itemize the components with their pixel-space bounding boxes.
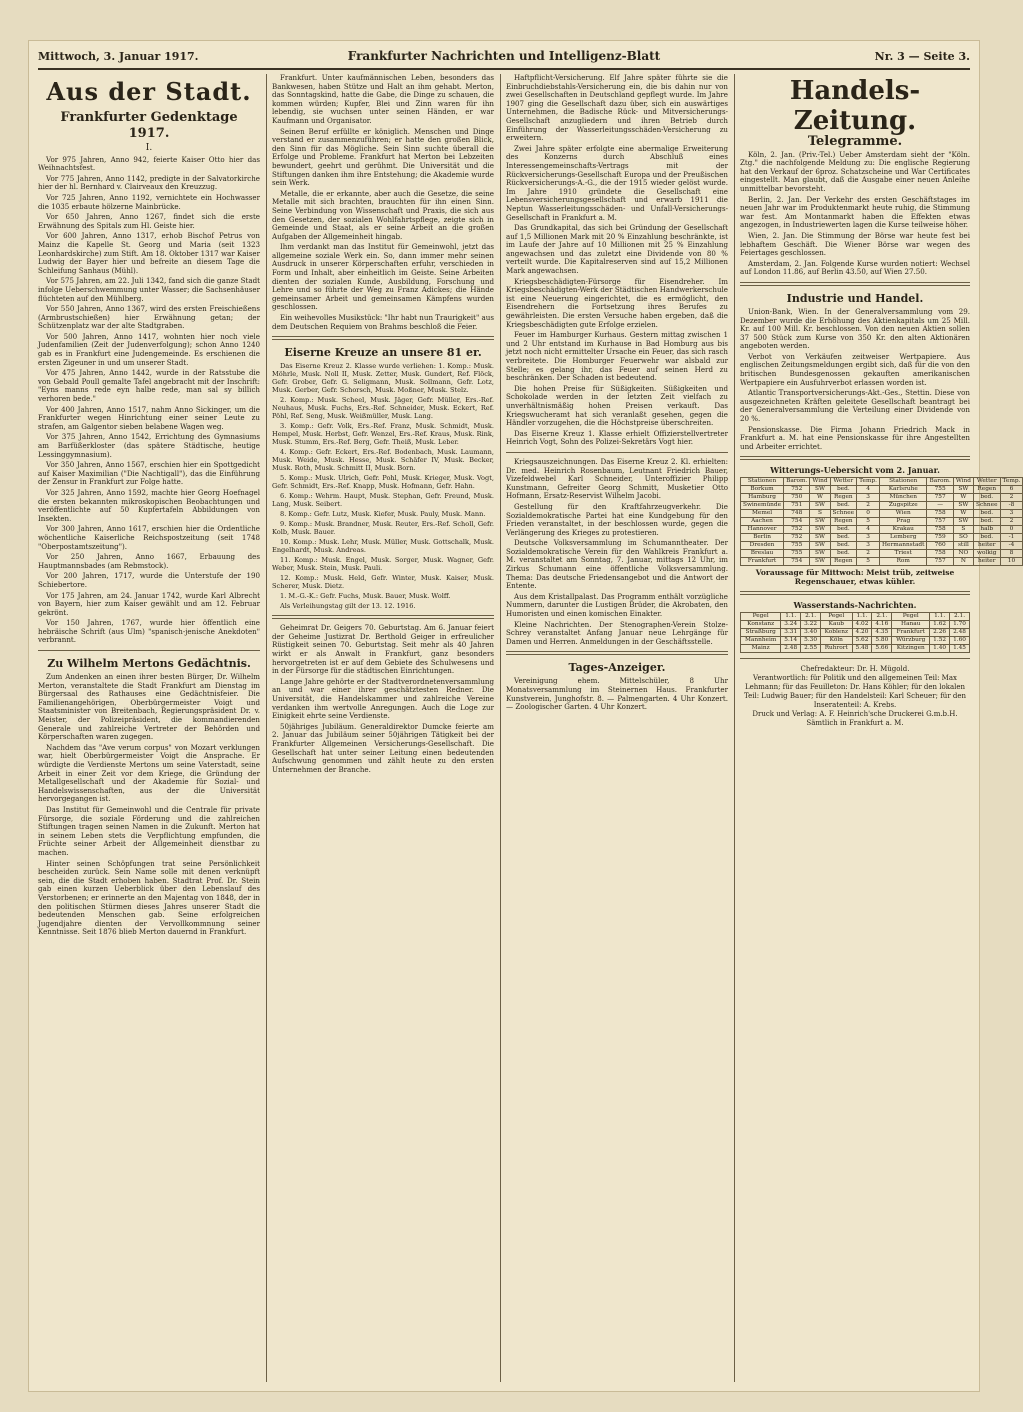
daily-listings-text: Vereinigung ehem. Mittelschüler, 8 Uhr Monatsversammlung im Steinernen Haus. Frankfurter Kunstverein, Junghofstr. 8. — Palmengarten. 4 Uhr Konzert. — Zoologischer Garten. 4 Uhr Konzert. — [506, 676, 728, 712]
iron-cross-heading: Eiserne Kreuze an unsere 81 er. — [284, 346, 482, 360]
table-cell: Schnee — [973, 502, 1000, 510]
table-cell: Lemberg — [880, 534, 927, 542]
table-cell: -8 — [1000, 502, 1023, 510]
table-cell: Wien — [880, 510, 927, 518]
table-cell: 748 — [784, 510, 810, 518]
table-cell: 2.48 — [781, 644, 801, 652]
paragraph: Deutsche Volksversammlung im Schumanntheater. Der Sozialdemokratische Verein für den Wahlkreis Frankfurt a. M. veranstaltet am Sonntag, 7. Januar, mittags 12 Uhr, im Zirkus Schumann eine öffentliche Volksversammlung. Thema: Das deutsche Friedensangebot und die Antwort der Entente. — [506, 538, 728, 591]
table-row — [741, 494, 1023, 502]
paragraph: Kleine Nachrichten. Der Stenographen-Verein Stolze-Schrey veranstaltet Anfang Januar neue Lehrgänge für Damen und Herren. Anmeldungen in der Geschäftsstelle. — [506, 619, 728, 646]
divider — [272, 336, 494, 340]
table-cell: SW — [810, 558, 830, 566]
paragraph: 9. Komp.: Musk. Brandner, Musk. Reuter, Ers.-Ref. Scholl, Gefr. Kolb, Musk. Bauer. — [272, 520, 494, 537]
table-cell: 3.24 — [781, 620, 801, 628]
paragraph: Vor 575 Jahren, am 22. Juli 1342, fand sich die ganze Stadt infolge Ueberschwemmung unter Wasser; die Sachsenhäuser flüchteten auf den Mühlberg. — [38, 276, 260, 303]
table-cell: 4.16 — [872, 620, 892, 628]
paragraph: Union-Bank, Wien. In der Generalversammlung vom 29. Dezember wurde die Erhöhung des Aktienkapitals um 25 Mill. Kr. auf 100 Mill. Kr. beschlossen. Von den neuen Aktien sollen 37 500 Stück zum Kurse von 350 Kr. den alten Aktionären angeboten werden. — [740, 306, 970, 351]
table-cell: Regen — [830, 518, 857, 526]
table-cell: bed. — [830, 486, 857, 494]
table-cell: Breslau — [741, 550, 784, 558]
memorial-days-text — [38, 156, 260, 645]
paragraph: Vor 500 Jahren, Anno 1417, wohnten hier noch viele Judenfamilien (Zeit der Judenverfolgung); schon Anno 1240 gab es in Frankfurt eine Judengemeinde. Es erschienen die ersten Zigeuner in und um unserer Stadt. — [38, 331, 260, 367]
table-cell: W — [953, 494, 973, 502]
table-cell: Memel — [741, 510, 784, 518]
table-cell: bed. — [830, 534, 857, 542]
table-cell: 4.02 — [852, 620, 872, 628]
table-cell: Hamburg — [741, 494, 784, 502]
divider — [740, 591, 970, 595]
column-header: Temp. — [1000, 478, 1023, 486]
column-header: Wetter — [973, 478, 1000, 486]
table-cell: 1.70 — [950, 620, 970, 628]
table-row — [741, 542, 1023, 550]
paragraph: Kriegsauszeichnungen. Das Eiserne Kreuz 2. Kl. erhielten: Dr. med. Heinrich Rosenbaum, Leutnant Friedrich Bauer, Vizefeldwebel Karl Schneider, Unteroffizier Philipp Kunstmann, Gefreiter Georg Schmitt, Musketier Otto Hofmann, Ersatz-Reservist Wilhelm Jacobi. — [506, 456, 728, 501]
table-cell: Ruhrort — [821, 644, 853, 652]
table-cell: Borkum — [741, 486, 784, 494]
paragraph: Haftpflicht-Versicherung. Elf Jahre später führte sie die Einbruchdiebstahls-Versicherung ein, die bis dahin nur von zwei Gesellschaften in Deutschland gepflegt wurde. Im Jahre 1907 ging die Gesellschaft dazu über, sich ein auswärtiges Unternehmen, die Badische Rück- und Mitversicherungs-Gesellschaft anzugliedern und ihren Betrieb durch Einführung der Wasserleitungsschäden-Versicherung zu erweitern. — [506, 73, 728, 143]
column-header: 2.1. — [801, 612, 821, 620]
paragraph: 6. Komp.: Wehrm. Haupt, Musk. Stephan, Gefr. Freund, Musk. Lang, Musk. Seibert. — [272, 492, 494, 509]
table-cell: 751 — [784, 502, 810, 510]
paragraph: 12. Komp.: Musk. Held, Gefr. Winter, Musk. Kaiser, Musk. Scherer, Musk. Dietz. — [272, 574, 494, 591]
column-header: Stationen — [880, 478, 927, 486]
column-header: Pegel — [741, 612, 781, 620]
issue-date: Mittwoch, 3. Januar 1917. — [38, 50, 199, 63]
table-cell: 3 — [857, 534, 880, 542]
table-cell: halb — [973, 526, 1000, 534]
water-levels-heading: Wasserstands-Nachrichten. — [793, 600, 917, 611]
table-row — [741, 558, 1023, 566]
table-cell: SW — [810, 542, 830, 550]
table-cell: S — [810, 510, 830, 518]
table-cell: 5 — [857, 518, 880, 526]
paragraph: Metalle, die er erkannte, aber auch die Gesetze, die seine Metalle mit sich brachten, brauchten für ihn einen Sinn. Seine Verbindung von Wissenschaft und Praxis, die sich aus den Gesetzen, der sozialen Wohlfahrtspflege, zeigte sich in Gemeinde und Staat, als er seine Arbeit an die großen Aufgaben der Allgemeinheit hingab. — [272, 188, 494, 241]
table-cell: 752 — [784, 526, 810, 534]
paragraph: Als Verleihungstag gilt der 13. 12. 1916. — [280, 602, 416, 611]
table-cell: bed. — [830, 502, 857, 510]
newspaper-page — [28, 40, 1021, 1392]
table-cell: SW — [953, 518, 973, 526]
table-cell: 1.40 — [930, 644, 950, 652]
column-4 — [740, 74, 1021, 1382]
paragraph: Seinen Beruf erfüllte er königlich. Menschen und Dinge verstand er zusammenzuführen; er hatte den großen Blick, den Sinn für das Mögliche. Sein Sinn suchte überall die Erfolge und Probleme. Frankfurt hat Merton bei Lebzeiten bewundert, geehrt und gerühmt. Die Universität und die Stiftungen danken ihm ihre Entstehung; die Akademie wurde sein Werk. — [272, 126, 494, 188]
table-cell: wolkig — [973, 550, 1000, 558]
table-row — [741, 620, 970, 628]
table-cell: Frankfurt — [892, 628, 930, 636]
table-cell: Triest — [880, 550, 927, 558]
weather-forecast: Voraussage für Mittwoch: Meist trüb, zeitweise Regenschauer, etwas kühler. — [755, 568, 955, 586]
table-cell: Kitzingen — [892, 644, 930, 652]
table-cell: 4 — [857, 526, 880, 534]
divider — [506, 651, 728, 655]
table-row — [741, 526, 1023, 534]
table-cell: 0 — [857, 510, 880, 518]
table-cell: 3 — [857, 542, 880, 550]
paragraph: Das Eiserne Kreuz 2. Klasse wurde verliehen: 1. Komp.: Musk. Möhrle, Musk. Noll II, Musk. Zetter, Musk. Gundert, Ref. Flöck, Gefr. Grober, Gefr. G. Seligmann, Musk. Sollmann, Gefr. Lotz, Musk. Gerber, Gefr. Schorsch, Musk. Moßner, Musk. Stelz. — [272, 362, 494, 395]
paragraph: Vor 975 Jahren, Anno 942, feierte Kaiser Otto hier das Weihnachtsfest. — [38, 154, 260, 173]
column-header: 1.1. — [852, 612, 872, 620]
table-cell: SW — [953, 502, 973, 510]
table-cell: 5.66 — [872, 644, 892, 652]
paragraph: Kriegsbeschädigten-Fürsorge für Eisendreher. Im Kriegsbeschädigten-Werk der Städtischen Handwerkerschule ist eine Neuerung eingerichtet, die es ermöglicht, den Eisendrehern die Fortsetzung ihres Berufes zu gewährleisten. Die ersten Versuche haben ergeben, daß die Kriegsbeschädigten gute Erfolge erzielen. — [506, 276, 728, 329]
table-cell: -1 — [1000, 534, 1023, 542]
table-cell: 5.14 — [781, 636, 801, 644]
table-cell: 2 — [857, 550, 880, 558]
paragraph: Vor 375 Jahren, Anno 1542, Errichtung des Gymnasiums am Barfüßerkloster (das spätere Städtische, heutige Lessinggymnasium). — [38, 432, 260, 459]
table-cell: 1.45 — [950, 644, 970, 652]
table-cell: Zugspitze — [880, 502, 927, 510]
masthead: Frankfurter Nachrichten und Intelligenz-Blatt — [347, 49, 661, 63]
imprint-line: Druck und Verlag: A. F. Heinrich'sche Druckerei G.m.b.H. — [752, 709, 958, 718]
paragraph: Hinter seinen Schöpfungen trat seine Persönlichkeit bescheiden zurück. Sein Name solle mit denen verknüpft sein, die die Stadt erhoben haben. Stadtrat Prof. Dr. Stein gab einen kurzen Ueberblick über den Lebenslauf des Verstorbenen; er erinnerte an den Majentag von 1848, der in den politischen Stürmen dieses Jahres unserer Stadt die bedeutenden Menschen gab. Seine erfolgreichen Jugendjahre dienten der Vervollkommnung seiner Kenntnisse. Seit 1876 blieb Merton dauernd in Frankfurt. — [38, 858, 260, 937]
table-cell: 10 — [1000, 558, 1023, 566]
paragraph: Verbot von Verkäufen zeitweiser Wertpapiere. Aus englischen Zeitungsmeldungen ergibt sich, daß für die von den britischen Bundesgenossen gekauften amerikanischen Wertpapiere ein Ausfuhrverbot erlassen worden ist. — [740, 351, 970, 387]
table-cell: Swinemünde — [741, 502, 784, 510]
table-cell: 3 — [857, 494, 880, 502]
table-cell: Straßburg — [741, 628, 781, 636]
section-title-city: Aus der Stadt. — [46, 77, 252, 106]
table-cell: bed. — [973, 494, 1000, 502]
merton-article-continued — [272, 74, 494, 331]
table-row — [741, 534, 1023, 542]
table-cell: Mannheim — [741, 636, 781, 644]
table-cell: SW — [810, 550, 830, 558]
table-cell: 757 — [927, 494, 953, 502]
table-cell: 3.40 — [801, 628, 821, 636]
table-cell: 3.22 — [801, 620, 821, 628]
paragraph: Ihm verdankt man das Institut für Gemeinwohl, jetzt das allgemeine soziale Werk ein. So, dann immer mehr seinen Ausdruck in unserer Körperschaften erfuhr, verschieden in Form und Inhalt, aber einheitlich im Geiste. Seine Arbeiten dienten der sozialen Kunde, Ausbildung, Forschung und Lehre und so führte der Weg zu Franz Adickes; die Hände gemeinsamer Arbeit und gemeinsamen Kämpfens wurden geschlossen. — [272, 242, 494, 312]
paragraph: Das Eiserne Kreuz 1. Klasse erhielt Offizierstellvertreter Heinrich Vogt, Sohn des Polizei-Sekretärs Vogt hier. — [506, 428, 728, 447]
table-cell: 759 — [927, 534, 953, 542]
table-cell: NO — [953, 550, 973, 558]
divider — [272, 615, 494, 619]
column-header: Barom. — [927, 478, 953, 486]
table-row — [741, 518, 1023, 526]
column-2 — [272, 74, 494, 1382]
page-number: Nr. 3 — Seite 3. — [874, 50, 970, 63]
paragraph: Gestellung für den Kraftfahrzeugverkehr. Die Sozialdemokratische Partei hat eine Kundgebung für den Frieden veranstaltet, in der beschlossen wurde, gegen die Verlängerung des Krieges zu protestieren. — [506, 501, 728, 537]
merton-article — [38, 673, 260, 937]
table-row — [741, 628, 970, 636]
paragraph: Vor 200 Jahren, 1717, wurde die Unterstufe der 190 Schiebertore. — [38, 571, 260, 589]
column-1 — [38, 74, 260, 1382]
table-cell: München — [880, 494, 927, 502]
paragraph: 3. Komp.: Gefr. Volk, Ers.-Ref. Franz, Musk. Schmidt, Musk. Hempel, Musk. Herbst, Gefr. Wenzel, Ers.-Ref. Kraus, Musk. Rink, Musk. Stumm, Ers.-Ref. Berg, Gefr. Theiß, Musk. Leber. — [272, 422, 494, 447]
paragraph: Pensionskasse. Die Firma Johann Friedrich Mack in Frankfurt a. M. hat eine Pensionskasse für ihre Angestellten und Arbeiter errichtet. — [740, 424, 970, 451]
table-cell: bed. — [973, 510, 1000, 518]
table-cell: still — [953, 542, 973, 550]
column-3 — [506, 74, 728, 1382]
table-cell: 1.60 — [950, 636, 970, 644]
table-cell: 5.48 — [852, 644, 872, 652]
column-header: 2.1. — [950, 612, 970, 620]
column-header: Temp. — [857, 478, 880, 486]
telegrams-text — [740, 151, 970, 277]
paragraph: Atlantic Transportversicherungs-Akt.-Ges., Stettin. Diese von ausgezeichneten Kräften geleitete Gesellschaft beantragt bei der Generalversammlung die Verteilung einer Dividende von 20 %. — [740, 388, 970, 424]
table-cell: 758 — [927, 526, 953, 534]
table-cell: Schnee — [830, 510, 857, 518]
table-cell: 5.30 — [801, 636, 821, 644]
table-cell: 8 — [1000, 550, 1023, 558]
table-cell: Rom — [880, 558, 927, 566]
divider — [506, 452, 728, 453]
column-header: Pegel — [821, 612, 853, 620]
telegrams-heading: Telegramme. — [807, 134, 903, 149]
table-row — [741, 644, 970, 652]
column-divider — [266, 74, 267, 1382]
table-cell: 755 — [927, 486, 953, 494]
table-cell: 2 — [1000, 518, 1023, 526]
imprint-line: Chefredakteur: Dr. H. Mügold. — [800, 664, 910, 673]
paragraph: Vor 300 Jahren, Anno 1617, erschien hier die Ordentliche wöchentliche Kaiserliche Reichspostzeitung (seit 1748 "Oberpostamtszeitung"). — [38, 524, 260, 551]
table-cell: — — [927, 502, 953, 510]
paragraph: Vor 775 Jahren, Anno 1142, predigte in der Salvatorkirche hier der hl. Bernhard v. Clairveaux den Kreuzzug. — [38, 173, 260, 192]
table-row — [741, 550, 1023, 558]
divider — [740, 658, 970, 659]
table-cell: SW — [810, 526, 830, 534]
table-cell: Regen — [973, 486, 1000, 494]
table-cell: 4.20 — [852, 628, 872, 636]
part-number: I. — [145, 143, 153, 153]
business-section-title: Handels-Zeitung. — [789, 76, 921, 136]
column-header: Wetter — [830, 478, 857, 486]
divider — [740, 282, 970, 286]
paragraph: Vor 175 Jahren, am 24. Januar 1742, wurde Karl Albrecht von Bayern, hier zum Kaiser gewählt und am 12. Februar gekrönt. — [38, 590, 260, 617]
table-cell: N — [953, 558, 973, 566]
paragraph: Vor 150 Jahren, 1767, wurde hier öffentlich eine hebräische Schrift (aus Ulm) "spanisch-jenische Anekdoten" verbrannt. — [38, 618, 260, 645]
table-cell: 2.48 — [950, 628, 970, 636]
table-cell: Regen — [830, 494, 857, 502]
table-cell: Aachen — [741, 518, 784, 526]
merton-heading: Zu Wilhelm Mertons Gedächtnis. — [47, 657, 251, 671]
table-cell: Hanau — [892, 620, 930, 628]
table-cell: 1.62 — [930, 620, 950, 628]
table-cell: SO — [953, 534, 973, 542]
table-cell: Frankfurt — [741, 558, 784, 566]
table-cell: 755 — [784, 550, 810, 558]
column-divider — [734, 74, 735, 1382]
paragraph: Amsterdam, 2. Jan. Folgende Kurse wurden notiert: Wechsel auf London 11.86, auf Berlin 43.50, auf Wien 27.50. — [740, 258, 970, 277]
water-levels-table — [740, 612, 970, 653]
paragraph: 10. Komp.: Musk. Lehr, Musk. Müller, Musk. Gottschalk, Musk. Engelhardt, Musk. Andreas. — [272, 538, 494, 555]
paragraph: Lange Jahre gehörte er der Stadtverordnetenversammlung an und war einer ihrer geschätztesten Redner. Die Universität, die Handelskammer und zahlreiche Vereine verdanken ihm wertvolle Anregungen. Auch die Loge zur Einigkeit ehrte seine Verdienste. — [272, 676, 494, 721]
local-news — [272, 624, 494, 774]
imprint-line: Sämtlich in Frankfurt a. M. — [806, 718, 904, 727]
paragraph: Vor 400 Jahren, Anno 1517, nahm Anno Sickinger, um die Frankfurter wegen Hinrichtung einer seiner Leute zu strafen, am Galgentor sieben belabene Wagen weg. — [38, 404, 260, 431]
column-header: Wind — [810, 478, 830, 486]
imprint — [740, 665, 970, 728]
table-row — [741, 502, 1023, 510]
column-header: 1.1. — [930, 612, 950, 620]
table-cell: SW — [810, 534, 830, 542]
table-cell: Karlsruhe — [880, 486, 927, 494]
column-header: Stationen — [741, 478, 784, 486]
weather-heading: Witterungs-Uebersicht vom 2. Januar. — [770, 465, 940, 476]
paragraph: Wien, 2. Jan. Die Stimmung der Börse war heute fest bei lebhaftem Geschäft. Die Wiener Börse war wegen des Feiertages geschlossen. — [740, 230, 970, 258]
table-cell: SW — [810, 486, 830, 494]
table-cell: bed. — [830, 526, 857, 534]
paragraph: 11. Komp.: Musk. Engel, Musk. Sorger, Musk. Wagner, Gefr. Weber, Musk. Stein, Musk. Pauli. — [272, 556, 494, 573]
table-cell: 757 — [927, 558, 953, 566]
table-cell: 758 — [927, 510, 953, 518]
paragraph: Frankfurt. Unter kaufmännischen Leben, besonders das Bankwesen, haben Stütze und Halt an ihm gehabt. Merton, das Sonntagskind, hatte die Gabe, die Dinge zu schauen, die kommen würden; Kupfer, Blei und Zinn waren für ihn lebendig, sie wuchsen unter seinen Händen, er war Kaufmann und Organisator. — [272, 73, 494, 125]
imprint-line: Verantwortlich: für Politik und den allgemeinen Teil: Max Lehmann; für das Feuilleton: Dr. Hans Köhler; für den lokalen Teil: Ludwig Bauer; für den Handelsteil: Karl Scheuer; für den Inseratenteil: A. Krebs. — [743, 673, 967, 709]
table-cell: Regen — [830, 558, 857, 566]
divider — [38, 650, 260, 651]
column-header: Wind — [953, 478, 973, 486]
paragraph: Vor 250 Jahren, Anno 1667, Erbauung des Hauptmannsbades (am Rebmstock). — [38, 552, 260, 570]
paragraph: Vor 725 Jahren, Anno 1192, vernichtete ein Hochwasser die 1035 erbaute hölzerne Mainbrücke. — [38, 192, 260, 211]
paragraph: Zum Andenken an einen ihrer besten Bürger, Dr. Wilhelm Merton, veranstaltete die Stadt Frankfurt am Dienstag im Bürgersaal des Rathauses eine Gedächtnisfeier. Die Familienangehörigen, Oberbürgermeister Voigt und Staatsminister von Breitenbach, Regierungspräsident Dr. v. Meister, der Polizeipräsident, die kommandierenden Generale und zahlreiche Vertreter der Behörden und Körperschaften waren zugegen. — [38, 672, 260, 742]
table-cell: Koblenz — [821, 628, 853, 636]
table-cell: 2.26 — [930, 628, 950, 636]
paragraph: Vor 350 Jahren, Anno 1567, erschien hier ein Spottgedicht auf Kaiser Maximilian ("Die Nachtigall"), das die Einführung der Zensur in Frankfurt zur Folge hatte. — [38, 460, 260, 487]
table-cell: SW — [810, 518, 830, 526]
table-cell: 4 — [857, 486, 880, 494]
paragraph: Vor 475 Jahren, Anno 1442, wurde in der Ratsstube die von Gebald Poull gemalte Tafel angebracht mit der Inschrift: "Eyns manns rede eyn halbe rede, man sal sy billich verhoren bede." — [38, 368, 260, 404]
table-cell: 0 — [1000, 526, 1023, 534]
table-cell: 3 — [1000, 510, 1023, 518]
table-cell: Berlin — [741, 534, 784, 542]
column-header: Barom. — [784, 478, 810, 486]
paragraph: Berlin, 2. Jan. Der Verkehr des ersten Geschäftstages im neuen Jahr war im Produktenmarkt heute ruhig, die Stimmung war fest. Am Montanmarkt haben die Effekten etwas angezogen, in Industriewerten lagen die Kurse teilweise höher. — [740, 194, 970, 230]
divider — [740, 456, 970, 460]
table-cell: 3.31 — [781, 628, 801, 636]
table-cell: Köln — [821, 636, 853, 644]
table-cell: heiter — [973, 558, 1000, 566]
paragraph: Zwei Jahre später erfolgte eine abermalige Erweiterung des Konzerns durch Abschluß eines Interessengemeinschafts-Vertrags mit der Rückversicherungs-Gesellschaft Europa und der Preußischen Rückversicherungs-A.-G., die der 1915 wieder gelöst wurde. Im Jahre 1910 gründete die Gesellschaft eine Lebensversicherungsgesellschaft und erwarb 1911 die Neptun Wasserleitungsschäden- und Unfall-Versicherungs-Gesellschaft in Frankfurt a. M. — [506, 143, 728, 222]
table-cell: Krakau — [880, 526, 927, 534]
table-cell: 754 — [784, 558, 810, 566]
table-cell: S — [953, 526, 973, 534]
paragraph: 5. Komp.: Musk. Ulrich, Gefr. Pohl, Musk. Krieger, Musk. Vogt, Gefr. Schmidt, Ers.-Ref. Knapp, Musk. Hofmann, Gefr. Hahn. — [272, 474, 494, 491]
paragraph: 4. Komp.: Gefr. Eckert, Ers.-Ref. Bodenbach, Musk. Laumann, Musk. Weide, Musk. Hesse, Musk. Schäfer IV, Musk. Becker, Musk. Roth, Musk. Schmitt II, Musk. Born. — [272, 448, 494, 473]
table-cell: 758 — [927, 550, 953, 558]
table-cell: 5.80 — [872, 636, 892, 644]
paragraph: Köln, 2. Jan. (Priv.-Tel.) Ueber Amsterdam sieht der "Köln. Ztg." die nachfolgende Meldung zu: Die englische Regierung hat den Verkauf der 6proz. Schatzscheine und War Certificates eingestellt. Man glaubt, daß die Ausgabe einer neuen Anleihe unmittelbar bevorsteht. — [740, 149, 970, 193]
paragraph: Vor 325 Jahren, Anno 1592, machte hier Georg Hoefnagel die ersten bekannten mikroskopischen Beobachtungen und veröffentlichte auf 50 Kupfertafeln Abbildungen von Insekten. — [38, 487, 260, 523]
table-cell: SW — [810, 502, 830, 510]
page-header — [38, 48, 970, 70]
column-header: 2.1. — [872, 612, 892, 620]
table-cell: 1.52 — [930, 636, 950, 644]
memorial-days-heading: Frankfurter Gedenktage 1917. — [60, 110, 238, 141]
table-cell: 6 — [1000, 486, 1023, 494]
paragraph: Feuer im Hamburger Kurhaus. Gestern mittag zwischen 1 und 2 Uhr entstand im Kurhause in Bad Homburg aus bis jetzt noch nicht ermittelter Ursache ein Feuer, das sich rasch verbreitete. Die Homburger Feuerwehr war alsbald zur Stelle; es gelang ihr, das Feuer auf seinen Herd zu beschränken. Der Schaden ist bedeutend. — [506, 330, 728, 383]
industry-text — [740, 308, 970, 452]
insurance-article — [506, 74, 728, 447]
weather-table — [740, 477, 1023, 566]
table-row — [741, 510, 1023, 518]
paragraph: Aus dem Kristallpalast. Das Programm enthält vorzügliche Nummern, darunter die Lustigen Brüder, die Akrobaten, den Humoristen und einen komischen Einakter. — [506, 591, 728, 619]
table-cell: bed. — [830, 542, 857, 550]
table-cell: 752 — [784, 486, 810, 494]
table-cell: 5 — [857, 558, 880, 566]
paragraph: Vor 650 Jahren, Anno 1267, findet sich die erste Erwähnung des Spitals zum Hl. Geiste hier. — [38, 212, 260, 230]
table-cell: 750 — [784, 494, 810, 502]
industry-heading: Industrie und Handel. — [786, 291, 924, 305]
table-cell: Hannover — [741, 526, 784, 534]
paragraph: 2. Komp.: Musk. Scheel, Musk. Jäger, Gefr. Müller, Ers.-Ref. Neuhaus, Musk. Fuchs, Ers.-Ref. Schneider, Musk. Eckert, Ref. Pöhl, Ref. Seng, Musk. Weißmüller, Musk. Lang. — [272, 396, 494, 421]
table-row — [741, 486, 1023, 494]
table-cell: Hermannstadt — [880, 542, 927, 550]
paragraph: Die hohen Preise für Süßigkeiten. Süßigkeiten und Schokolade werden in der letzten Zeit vielfach zu unverhältnismäßig hohen Preisen verkauft. Das Kriegswucheramt hat sich veranlaßt gesehen, gegen die Händler vorzugehen, die die Höchstpreise überschreiten. — [506, 383, 728, 428]
paragraph: Das Grundkapital, das sich bei Gründung der Gesellschaft auf 1,5 Millionen Mark mit 20 % Einzahlung beschränkte, ist im Laufe der Jahre auf 10 Millionen mit 25 % Einzahlung angewachsen und das zuletzt eine Dividende von 80 % verteilt wurde. Die Kapitalreserven sind auf 15,2 Millionen Mark angewachsen. — [506, 223, 728, 276]
column-divider — [500, 74, 501, 1382]
table-cell: SW — [953, 486, 973, 494]
paragraph: 1. M.-G.-K.: Gefr. Fuchs, Musk. Bauer, Musk. Wolff. — [280, 592, 451, 601]
table-cell: Prag — [880, 518, 927, 526]
table-cell: 757 — [927, 518, 953, 526]
table-cell: Dresden — [741, 542, 784, 550]
iron-cross-list — [272, 362, 494, 610]
table-cell: bed. — [973, 534, 1000, 542]
table-cell: 2.55 — [801, 644, 821, 652]
daily-listings-heading: Tages-Anzeiger. — [568, 661, 666, 675]
table-cell: 2 — [1000, 494, 1023, 502]
paragraph: Ein weihevolles Musikstück: "Ihr habt nun Traurigkeit" aus dem Deutschen Requiem von Brahms beschloß die Feier. — [272, 313, 494, 331]
paragraph: Vor 600 Jahren, Anno 1317, erhob Bischof Petrus von Mainz die Kapelle St. Georg und Maria (seit 1323 Leonhardskirche) zum Stift. Am 18. Oktober 1317 war Kaiser Ludwig der Bayer hier und befreite an diesem Tage die Schleifung Sanhaus (Mühl). — [38, 231, 260, 275]
table-cell: W — [810, 494, 830, 502]
table-row — [741, 636, 970, 644]
table-cell: 754 — [784, 518, 810, 526]
table-cell: bed. — [973, 518, 1000, 526]
paragraph: Nachdem das "Ave verum corpus" von Mozart verklungen war, hielt Oberbürgermeister Voigt die Ansprache. Er würdigte die Verdienste Mertons um seine Vaterstadt, seine Arbeit in einer Zeit vor dem Kriege, die Gründung der Metallgesellschaft und der Akademie für Sozial- und Handelswissenschaften, aus der die Universität hervorgegangen ist. — [38, 742, 260, 804]
table-cell: Kaub — [821, 620, 853, 628]
column-header: 1.1. — [781, 612, 801, 620]
table-cell: 5.62 — [852, 636, 872, 644]
table-cell: Mainz — [741, 644, 781, 652]
table-cell: -4 — [1000, 542, 1023, 550]
table-cell: 2 — [857, 502, 880, 510]
paragraph: Geheimrat Dr. Geigers 70. Geburtstag. Am 6. Januar feiert der Geheime Justizrat Dr. Berthold Geiger in erfreulicher Rüstigkeit seinen 70. Geburtstag. Seit mehr als 40 Jahren wirkt er als Anwalt in Frankfurt, ganz besonders hervorgetreten ist er auf dem Gebiete des Schulwesens und in der Fürsorge für die städtischen Einrichtungen. — [272, 623, 494, 676]
paragraph: Das Institut für Gemeinwohl und die Centrale für private Fürsorge, die soziale Förderung und die zahlreichen Stiftungen tragen seinen Namen in die Zukunft. Merton hat in seinem Leben stets die Verpflichtung empfunden, die Früchte seiner Arbeit der Allgemeinheit dienstbar zu machen. — [38, 804, 260, 857]
table-cell: 4.35 — [872, 628, 892, 636]
table-cell: 752 — [784, 534, 810, 542]
table-cell: bed. — [830, 550, 857, 558]
paragraph: 8. Komp.: Gefr. Lutz, Musk. Kiefer, Musk. Pauly, Musk. Mann. — [280, 510, 486, 519]
local-notes — [506, 458, 728, 646]
table-cell: heiter — [973, 542, 1000, 550]
column-header: Pegel — [892, 612, 930, 620]
table-cell: Würzburg — [892, 636, 930, 644]
table-cell: 760 — [927, 542, 953, 550]
paragraph: Vor 550 Jahren, Anno 1367, wird des ersten Freischießens (Armbrustschießen) hier Erwähnung getan; der Schützenplatz war der alte Stadtgraben. — [38, 304, 260, 331]
table-cell: W — [953, 510, 973, 518]
table-cell: 755 — [784, 542, 810, 550]
paragraph: 50jähriges Jubiläum. Generaldirektor Dumcke feierte am 2. Januar das Jubiläum seiner 50jährigen Tätigkeit bei der Frankfurter Allgemeinen Versicherungs-Gesellschaft. Die Gesellschaft hat unter seiner Leitung einen bedeutenden Aufschwung genommen und zählt heute zu den ersten Unternehmen der Branche. — [272, 721, 494, 774]
table-cell: Konstanz — [741, 620, 781, 628]
